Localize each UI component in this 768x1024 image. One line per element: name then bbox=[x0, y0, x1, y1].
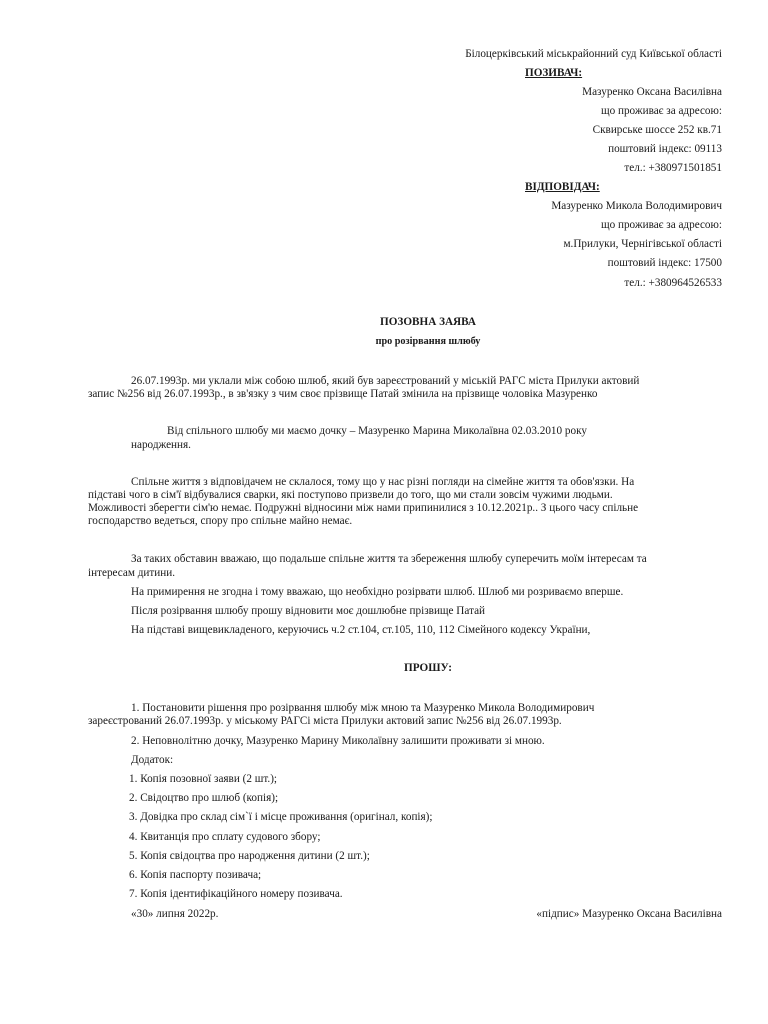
paragraph-circumstances-line2: інтересам дитини. bbox=[88, 567, 176, 579]
paragraph-reasons-line3: Можливості зберегти сім'ю немає. Подружні відносини між нами припинилися з 10.12.2021р.. З цього часу спільне bbox=[88, 502, 639, 514]
plaintiff-postcode: поштовий індекс: 09113 bbox=[608, 143, 722, 155]
defendant-phone: тел.: +380964526533 bbox=[624, 277, 722, 289]
attachment-item: 2. Свідоцтво про шлюб (копія); bbox=[129, 792, 279, 804]
attachment-item: 3. Довідка про склад сім`ї і місце проживання (оригінал, копія); bbox=[129, 811, 433, 823]
document-title: ПОЗОВНА ЗАЯВА bbox=[380, 316, 476, 328]
attachment-item: 6. Копія паспорту позивача; bbox=[129, 869, 262, 881]
paragraph-child-line1: Від спільного шлюбу ми маємо дочку – Мазуренко Марина Миколаївна 02.03.2010 року bbox=[167, 425, 587, 437]
plaintiff-label: ПОЗИВАЧ: bbox=[525, 67, 583, 79]
request-item-2: 2. Неповнолітню дочку, Мазуренко Марину Миколаївну залишити проживати зі мною. bbox=[131, 735, 545, 747]
court-name: Білоцерківський міськрайонний суд Київської області bbox=[465, 48, 722, 60]
plaintiff-name: Мазуренко Оксана Василівна bbox=[582, 86, 722, 98]
attachment-item: 7. Копія ідентифікаційного номеру позивача. bbox=[129, 888, 343, 900]
signature-line: «підпис» Мазуренко Оксана Василівна bbox=[536, 908, 722, 920]
paragraph-reconciliation: На примирення не згодна і тому вважаю, що необхідно розірвати шлюб. Шлюб ми розриваємо вперше. bbox=[131, 586, 624, 598]
defendant-postcode: поштовий індекс: 17500 bbox=[607, 257, 722, 269]
defendant-address: м.Прилуки, Чернігівської області bbox=[563, 238, 722, 250]
paragraph-legal-basis: На підставі вищевикладеного, керуючись ч.2 ст.104, ст.105, 110, 112 Сімейного кодексу України, bbox=[131, 624, 591, 636]
paragraph-circumstances-line1: За таких обставин вважаю, що подальше спільне життя та збереження шлюбу суперечить моїм інтересам та bbox=[131, 553, 647, 565]
request-heading: ПРОШУ: bbox=[404, 662, 452, 674]
attachment-item: 1. Копія позовної заяви (2 шт.); bbox=[129, 773, 278, 785]
paragraph-reasons-line1: Спільне життя з відповідачем не склалося, тому що у нас різні погляди на сімейне життя та обов'язки. На bbox=[131, 476, 635, 488]
paragraph-reasons-line4: господарство ведеться, спору про спільне майно немає. bbox=[88, 515, 353, 527]
defendant-name: Мазуренко Микола Володимирович bbox=[551, 200, 722, 212]
request-item-1-line2: зареєстрований 26.07.1993р. у міському РАГСі міста Прилуки актовий запис №256 від 26.07.1993р. bbox=[88, 715, 562, 727]
paragraph-reasons-line2: підставі чого в сім'ї відбувалися сварки, які поступово призвели до того, що ми стали зовсім чужими людьми. bbox=[88, 489, 613, 501]
request-item-1-line1: 1. Постановити рішення про розірвання шлюбу між мною та Мазуренко Микола Володимирович bbox=[131, 702, 595, 714]
plaintiff-address: Сквирське шоссе 252 кв.71 bbox=[592, 124, 722, 136]
plaintiff-phone: тел.: +380971501851 bbox=[624, 162, 722, 174]
paragraph-marriage-line1: 26.07.1993р. ми уклали між собою шлюб, який був зареєстрований у міській РАГС міста Прилуки актовий bbox=[131, 375, 640, 387]
plaintiff-residence: що проживає за адресою: bbox=[600, 105, 722, 117]
defendant-residence: що проживає за адресою: bbox=[600, 219, 722, 231]
signature-date: «30» липня 2022р. bbox=[131, 908, 219, 920]
paragraph-surname: Після розірвання шлюбу прошу відновити моє дошлюбне прізвище Патай bbox=[131, 605, 486, 617]
attachment-item: 4. Квитанція про сплату судового збору; bbox=[129, 831, 321, 843]
paragraph-child-line2: народження. bbox=[131, 439, 191, 451]
document-subtitle: про розірвання шлюбу bbox=[375, 336, 481, 347]
defendant-label: ВІДПОВІДАЧ: bbox=[525, 181, 600, 193]
attachments-label: Додаток: bbox=[131, 754, 174, 766]
paragraph-marriage-line2: запис №256 від 26.07.1993р., в зв'язку з чим своє прізвище Патай змінила на прізвище чоловіка Мазуренко bbox=[88, 388, 598, 400]
attachment-item: 5. Копія свідоцтва про народження дитини (2 шт.); bbox=[129, 850, 370, 862]
